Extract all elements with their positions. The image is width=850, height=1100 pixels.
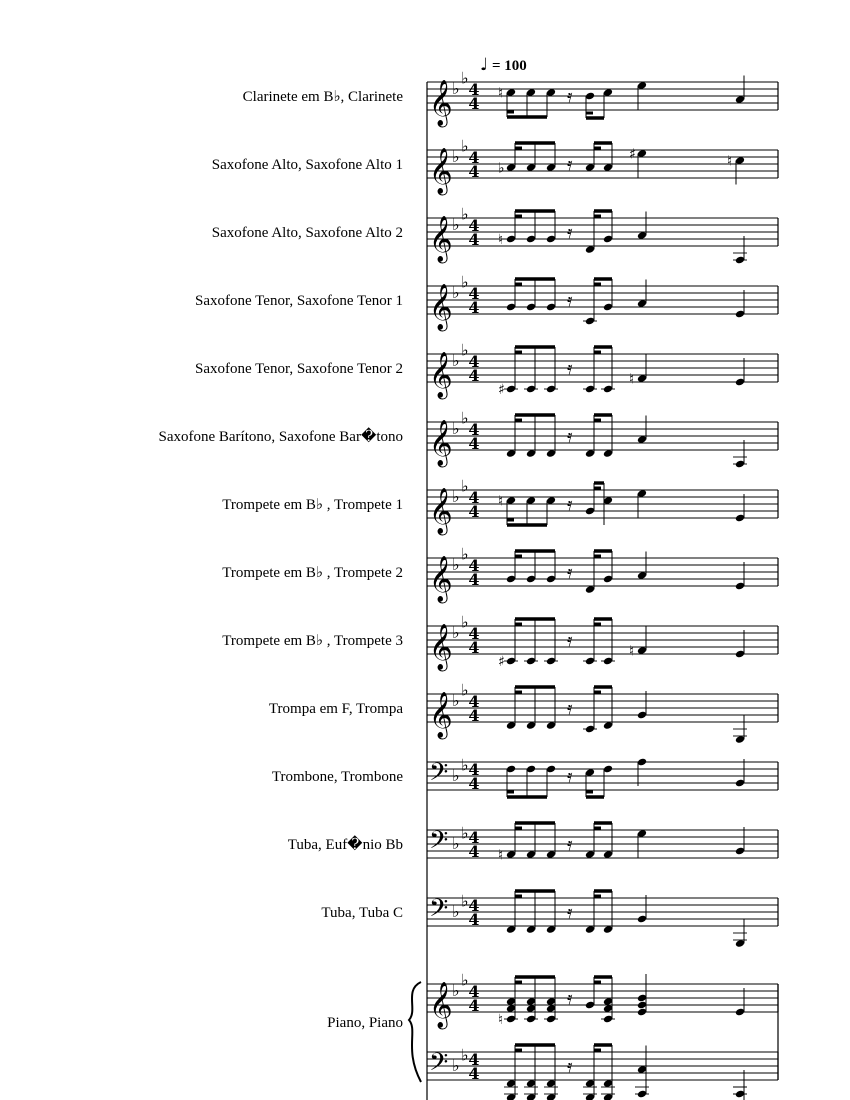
instrument-label: Saxofone Alto, Saxofone Alto 2 (211, 225, 403, 241)
time-signature-top: 4 (468, 896, 480, 915)
treble-clef-icon: 𝄞 (429, 488, 453, 534)
time-signature-bottom: 4 (468, 366, 480, 385)
key-flat-icon: ♭ (461, 823, 469, 843)
time-signature-bottom: 4 (468, 570, 480, 589)
instrument-label: Tuba, Euf�nio Bb (287, 837, 403, 853)
piano-label: Piano, Piano (327, 1015, 403, 1031)
time-signature-bottom: 4 (468, 230, 480, 249)
treble-clef-icon: 𝄞 (429, 556, 453, 602)
time-signature-bottom: 4 (468, 910, 480, 929)
sharp-accidental-icon: ♯ (498, 382, 505, 398)
time-signature-top: 4 (468, 624, 480, 643)
time-signature-bottom: 4 (468, 162, 480, 181)
sixteenth-rest-icon: 𝄿 (567, 154, 573, 175)
time-signature-bottom: 4 (468, 1064, 480, 1083)
bass-clef-icon: 𝄢 (429, 1048, 449, 1083)
time-signature-bottom: 4 (468, 706, 480, 725)
natural-accidental-icon: ♮ (629, 643, 635, 660)
key-flat-icon: ♭ (452, 283, 460, 302)
instrument-label: Saxofone Alto, Saxofone Alto 1 (211, 157, 403, 173)
key-flat-icon: ♭ (452, 419, 460, 438)
key-flat-icon: ♭ (452, 147, 460, 166)
key-flat-icon: ♭ (452, 691, 460, 710)
treble-clef-icon: 𝄞 (429, 420, 453, 466)
tempo-marking: = 100 (492, 58, 527, 74)
natural-accidental-icon: ♮ (498, 85, 504, 102)
key-flat-icon: ♭ (452, 555, 460, 574)
natural-accidental-icon: ♮ (498, 493, 504, 510)
instrument-label: Saxofone Barítono, Saxofone Bar�tono (158, 429, 403, 445)
instrument-label: Clarinete em B♭, Clarinete (242, 89, 403, 105)
tempo-note-icon: ♩ (480, 55, 489, 75)
sixteenth-rest-icon: 𝄿 (567, 630, 573, 651)
time-signature-top: 4 (468, 80, 480, 99)
key-flat-icon: ♭ (452, 1056, 460, 1075)
time-signature-bottom: 4 (468, 94, 480, 113)
key-flat-icon: ♭ (452, 623, 460, 642)
sixteenth-rest-icon: 𝄿 (567, 86, 573, 107)
key-flat-icon: ♭ (461, 1045, 469, 1065)
key-flat-icon: ♭ (461, 408, 469, 428)
time-signature-top: 4 (468, 692, 480, 711)
time-signature-top: 4 (468, 420, 480, 439)
key-flat-icon: ♭ (461, 544, 469, 564)
time-signature-top: 4 (468, 828, 480, 847)
piano-brace (409, 982, 421, 1082)
natural-accidental-icon: ♮ (498, 232, 504, 248)
instrument-label: Saxofone Tenor, Saxofone Tenor 2 (195, 361, 403, 377)
time-signature-bottom: 4 (468, 298, 480, 317)
key-flat-icon: ♭ (461, 136, 469, 156)
time-signature-bottom: 4 (468, 434, 480, 453)
natural-accidental-icon: ♮ (629, 371, 635, 388)
natural-accidental-icon: ♮ (727, 153, 733, 170)
key-flat-icon: ♭ (452, 766, 460, 785)
sixteenth-rest-icon: 𝄿 (567, 1056, 573, 1077)
treble-clef-icon: 𝄞 (429, 216, 453, 262)
treble-clef-icon: 𝄞 (429, 692, 453, 738)
flat-accidental-icon: ♭ (498, 160, 505, 177)
instrument-label: Trompete em B♭ , Trompete 2 (222, 565, 403, 581)
treble-clef-icon: 𝄞 (429, 148, 453, 194)
key-flat-icon: ♭ (461, 891, 469, 911)
bass-clef-icon: 𝄢 (429, 894, 449, 929)
treble-clef-icon: 𝄞 (429, 352, 453, 398)
time-signature-top: 4 (468, 284, 480, 303)
key-flat-icon: ♭ (461, 204, 469, 224)
time-signature-top: 4 (468, 1050, 480, 1069)
sixteenth-rest-icon: 𝄿 (567, 902, 573, 923)
key-flat-icon: ♭ (452, 981, 460, 1000)
sixteenth-rest-icon: 𝄿 (567, 562, 573, 583)
time-signature-bottom: 4 (468, 842, 480, 861)
key-flat-icon: ♭ (452, 351, 460, 370)
key-flat-icon: ♭ (452, 487, 460, 506)
bass-clef-icon: 𝄢 (429, 826, 449, 861)
sixteenth-rest-icon: 𝄿 (567, 494, 573, 515)
sixteenth-rest-icon: 𝄿 (567, 698, 573, 719)
bass-clef-icon: 𝄢 (429, 758, 449, 793)
time-signature-top: 4 (468, 760, 480, 779)
sixteenth-rest-icon: 𝄿 (567, 358, 573, 379)
time-signature-top: 4 (468, 982, 480, 1001)
sixteenth-rest-icon: 𝄿 (567, 988, 573, 1009)
instrument-label: Tuba, Tuba C (321, 905, 403, 921)
key-flat-icon: ♭ (461, 68, 469, 88)
instrument-label: Trompete em B♭ , Trompete 1 (222, 497, 403, 513)
time-signature-bottom: 4 (468, 502, 480, 521)
sixteenth-rest-icon: 𝄿 (567, 290, 573, 311)
key-flat-icon: ♭ (461, 755, 469, 775)
key-flat-icon: ♭ (452, 834, 460, 853)
instrument-label: Trompa em F, Trompa (268, 701, 403, 717)
time-signature-bottom: 4 (468, 774, 480, 793)
treble-clef-icon: 𝄞 (429, 982, 453, 1028)
sixteenth-rest-icon: 𝄿 (567, 426, 573, 447)
treble-clef-icon: 𝄞 (429, 624, 453, 670)
key-flat-icon: ♭ (461, 340, 469, 360)
key-flat-icon: ♭ (461, 970, 469, 990)
sharp-accidental-icon: ♯ (498, 654, 505, 670)
key-flat-icon: ♭ (461, 272, 469, 292)
key-flat-icon: ♭ (452, 215, 460, 234)
natural-accidental-icon: ♮ (498, 1012, 504, 1028)
key-flat-icon: ♭ (461, 476, 469, 496)
time-signature-top: 4 (468, 556, 480, 575)
time-signature-top: 4 (468, 352, 480, 371)
time-signature-bottom: 4 (468, 996, 480, 1015)
instrument-label: Trombone, Trombone (271, 769, 403, 785)
key-flat-icon: ♭ (452, 79, 460, 98)
natural-accidental-icon: ♮ (498, 847, 504, 864)
key-flat-icon: ♭ (461, 612, 469, 632)
time-signature-bottom: 4 (468, 638, 480, 657)
treble-clef-icon: 𝄞 (429, 284, 453, 330)
instrument-label: Saxofone Tenor, Saxofone Tenor 1 (195, 293, 403, 309)
treble-clef-icon: 𝄞 (429, 80, 453, 126)
time-signature-top: 4 (468, 148, 480, 167)
sixteenth-rest-icon: 𝄿 (567, 766, 573, 787)
sixteenth-rest-icon: 𝄿 (567, 834, 573, 855)
time-signature-top: 4 (468, 216, 480, 235)
instrument-label: Trompete em B♭ , Trompete 3 (222, 633, 403, 649)
key-flat-icon: ♭ (452, 902, 460, 921)
time-signature-top: 4 (468, 488, 480, 507)
sixteenth-rest-icon: 𝄿 (567, 222, 573, 243)
sharp-accidental-icon: ♯ (629, 146, 636, 163)
key-flat-icon: ♭ (461, 680, 469, 700)
